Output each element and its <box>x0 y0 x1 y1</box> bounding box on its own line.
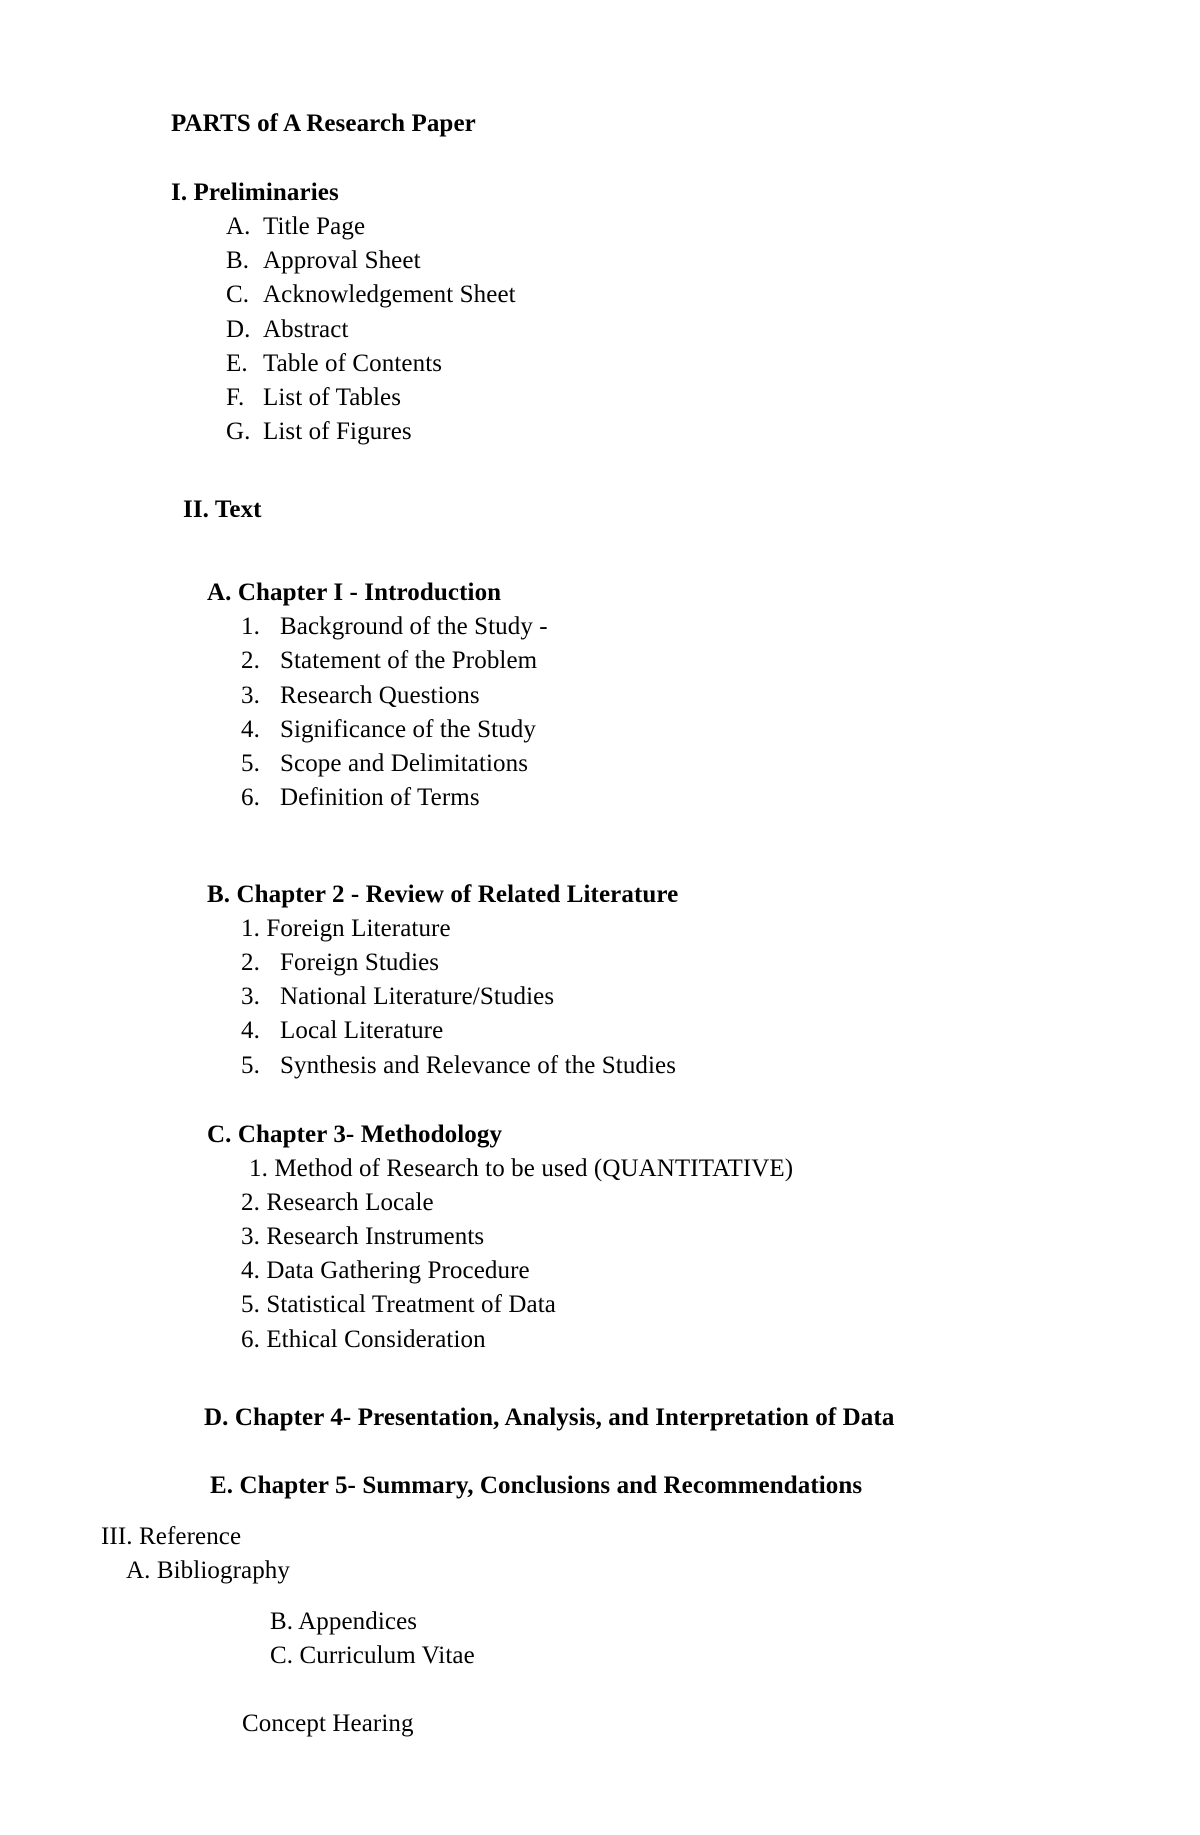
list-item: B. Appendices <box>270 1608 418 1635</box>
list-item <box>241 1327 486 1352</box>
item-number: 1. <box>241 613 260 640</box>
item-letter: B. <box>226 247 250 274</box>
item-letter: G. <box>226 418 251 445</box>
list-item <box>226 385 401 410</box>
list-item <box>241 1258 530 1283</box>
list-item <box>241 950 439 975</box>
list-item <box>241 916 451 941</box>
item-letter: E. <box>226 350 248 377</box>
item-text: Data Gathering Procedure <box>266 1257 530 1284</box>
list-item <box>241 1190 434 1215</box>
item-text: Acknowledgement Sheet <box>263 281 516 308</box>
list-item: C. Curriculum Vitae <box>270 1642 475 1669</box>
item-number: 5. <box>241 1291 260 1318</box>
item-text: Ethical Consideration <box>266 1326 486 1353</box>
list-item <box>226 214 365 239</box>
item-number: 1. <box>241 915 260 942</box>
item-number: 2. <box>241 647 260 674</box>
item-letter: A. <box>226 213 251 240</box>
list-item <box>226 248 421 273</box>
chapter-heading: A. Chapter I - Introduction <box>207 579 502 606</box>
item-text: Statistical Treatment of Data <box>266 1291 556 1318</box>
item-text: Foreign Literature <box>266 915 451 942</box>
list-item <box>241 984 554 1009</box>
item-text: Research Locale <box>266 1189 434 1216</box>
item-number: 3. <box>241 983 260 1010</box>
chapter-heading: C. Chapter 3- Methodology <box>207 1121 503 1148</box>
item-text: Definition of Terms <box>280 784 480 811</box>
item-number: 4. <box>241 1257 260 1284</box>
section-heading-reference: III. Reference <box>101 1523 242 1550</box>
list-item <box>241 1018 443 1043</box>
chapter-heading: B. Chapter 2 - Review of Related Literature <box>207 881 679 908</box>
item-number: 5. <box>241 750 260 777</box>
item-text: Scope and Delimitations <box>280 750 529 777</box>
item-text: Research Instruments <box>266 1223 485 1250</box>
item-text: List of Figures <box>263 418 412 445</box>
list-item <box>226 351 442 376</box>
item-number: 5. <box>241 1052 260 1079</box>
list-item <box>226 317 349 342</box>
list-item <box>241 683 480 708</box>
item-text: Method of Research to be used (QUANTITATIVE) <box>274 1155 794 1182</box>
list-item <box>241 751 528 776</box>
item-text: Significance of the Study <box>280 716 536 743</box>
item-letter: D. <box>226 316 251 343</box>
item-letter: F. <box>226 384 245 411</box>
document-title: PARTS of A Research Paper <box>171 110 476 137</box>
item-number: 2. <box>241 1189 260 1216</box>
list-item <box>249 1156 793 1181</box>
item-text: National Literature/Studies <box>280 983 555 1010</box>
list-item <box>241 1292 556 1317</box>
item-number: 3. <box>241 1223 260 1250</box>
list-item <box>226 419 412 444</box>
item-text: Synthesis and Relevance of the Studies <box>280 1052 677 1079</box>
chapter-heading: E. Chapter 5- Summary, Conclusions and Recommendations <box>210 1472 863 1499</box>
item-text: Abstract <box>263 316 349 343</box>
item-number: 4. <box>241 1017 260 1044</box>
footer-text: Concept Hearing <box>242 1710 414 1737</box>
item-text: Title Page <box>263 213 366 240</box>
list-item <box>241 648 537 673</box>
item-number: 3. <box>241 682 260 709</box>
list-item <box>241 1224 484 1249</box>
chapter-heading: D. Chapter 4- Presentation, Analysis, and Interpretation of Data <box>204 1404 895 1431</box>
item-number: 4. <box>241 716 260 743</box>
list-item <box>241 717 536 742</box>
item-letter: C. <box>226 281 250 308</box>
list-item <box>241 785 480 810</box>
item-text: Local Literature <box>280 1017 444 1044</box>
list-item <box>241 614 548 639</box>
item-number: 1. <box>249 1155 268 1182</box>
item-number: 6. <box>241 1326 260 1353</box>
list-item <box>241 1053 676 1078</box>
item-number: 6. <box>241 784 260 811</box>
item-number: 2. <box>241 949 260 976</box>
section-heading-text: II. Text <box>183 496 262 523</box>
item-text: Statement of the Problem <box>280 647 538 674</box>
section-heading-preliminaries: I. Preliminaries <box>171 179 339 206</box>
item-text: Approval Sheet <box>263 247 421 274</box>
item-text: Research Questions <box>280 682 480 709</box>
list-item <box>226 282 516 307</box>
list-item: A. Bibliography <box>126 1557 290 1584</box>
item-text: Foreign Studies <box>280 949 440 976</box>
item-text: Table of Contents <box>263 350 443 377</box>
item-text: Background of the Study - <box>280 613 548 640</box>
item-text: List of Tables <box>263 384 402 411</box>
